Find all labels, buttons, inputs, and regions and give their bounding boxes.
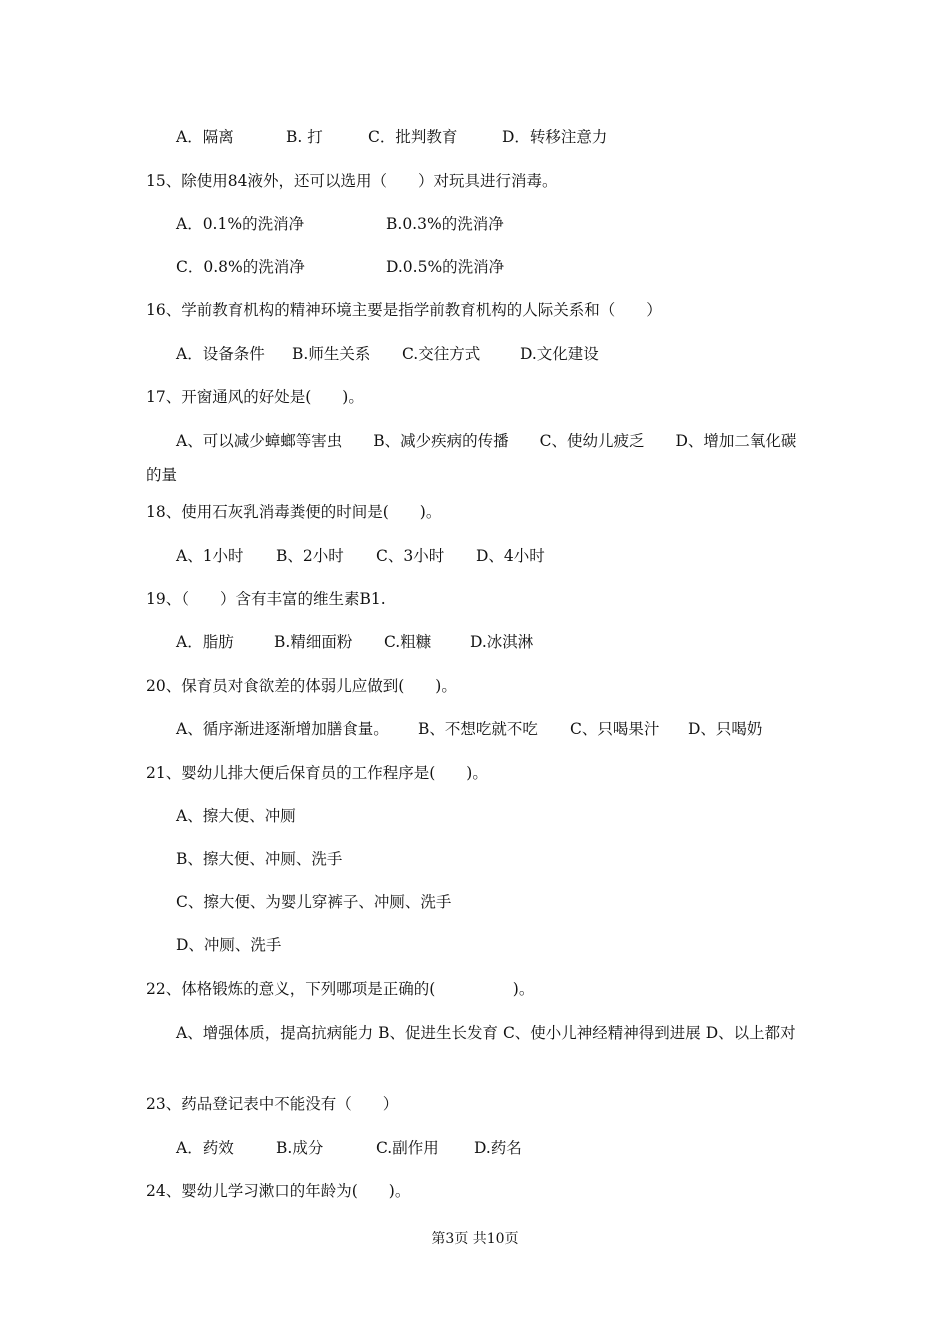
option: C．0.8%的洗消净 (176, 258, 305, 276)
option: D、只喝奶 (688, 720, 763, 738)
option: C.交往方式 (402, 345, 481, 363)
option: A．设备条件 (176, 345, 265, 363)
question-stem: 24、婴幼儿学习漱口的年龄为( )。 (146, 1182, 411, 1200)
question-stem: 18、使用石灰乳消毒粪便的时间是( )。 (146, 503, 442, 521)
option: B. 打 (286, 128, 323, 146)
option: C.粗糠 (384, 633, 432, 651)
option: D.药名 (474, 1139, 522, 1157)
option: D.文化建设 (520, 345, 599, 363)
options-row (176, 257, 504, 277)
option: A．药效 (176, 1139, 234, 1157)
option: A．隔离 (176, 128, 234, 146)
options-row (176, 127, 607, 147)
option: D．转移注意力 (502, 128, 608, 146)
options-row (176, 719, 762, 739)
options-paragraph: A、可以减少蟑螂等害虫 B、减少疾病的传播 C、使幼儿疲乏 D、增加二氧化碳的量 (146, 432, 797, 484)
options-row (176, 632, 533, 652)
option: C、擦大便、为婴儿穿裤子、冲厕、洗手 (176, 893, 452, 911)
options-row (176, 344, 599, 364)
option: B.精细面粉 (274, 633, 353, 651)
option: C.副作用 (376, 1139, 439, 1157)
question-stem: 16、学前教育机构的精神环境主要是指学前教育机构的人际关系和（ ） (146, 301, 662, 319)
option: C．批判教育 (368, 128, 458, 146)
option: A、循序渐进逐渐增加膳食量。 (176, 720, 389, 738)
options-row (176, 1138, 522, 1158)
option: D.0.5%的洗消净 (386, 258, 505, 276)
question-stem: 23、药品登记表中不能没有（ ） (146, 1095, 399, 1113)
option: B、不想吃就不吃 (418, 720, 538, 738)
question-stem: 21、婴幼儿排大便后保育员的工作程序是( )。 (146, 764, 488, 782)
option: D、冲厕、洗手 (176, 936, 282, 954)
option: B、擦大便、冲厕、洗手 (176, 850, 343, 868)
page-footer: 第3页 共10页 (431, 1231, 519, 1247)
options-row (176, 546, 545, 566)
options-row (176, 214, 504, 234)
options-paragraph: A、增强体质，提高抗病能力 B、促进生长发育 C、使小儿神经精神得到进展 D、以上都对 (176, 1024, 796, 1042)
option: A．脂肪 (176, 633, 234, 651)
question-stem: 20、保育员对食欲差的体弱儿应做到( )。 (146, 677, 457, 695)
option: A、擦大便、冲厕 (176, 807, 296, 825)
question-stem: 19、（ ）含有丰富的维生素B1. (146, 590, 386, 608)
option: A、1小时 (176, 547, 244, 565)
option: D.冰淇淋 (470, 633, 534, 651)
option: B、2小时 (276, 547, 344, 565)
option: C、3小时 (376, 547, 445, 565)
question-stem: 22、体格锻炼的意义，下列哪项是正确的( )。 (146, 980, 535, 998)
option: B.成分 (276, 1139, 324, 1157)
option: A．0.1%的洗消净 (176, 215, 305, 233)
option: D、4小时 (476, 547, 545, 565)
option: C、只喝果汁 (570, 720, 660, 738)
question-stem: 15、除使用84液外，还可以选用（ ）对玩具进行消毒。 (146, 172, 558, 190)
option: B.0.3%的洗消净 (386, 215, 504, 233)
question-stem: 17、开窗通风的好处是( )。 (146, 388, 364, 406)
option: B.师生关系 (292, 345, 371, 363)
